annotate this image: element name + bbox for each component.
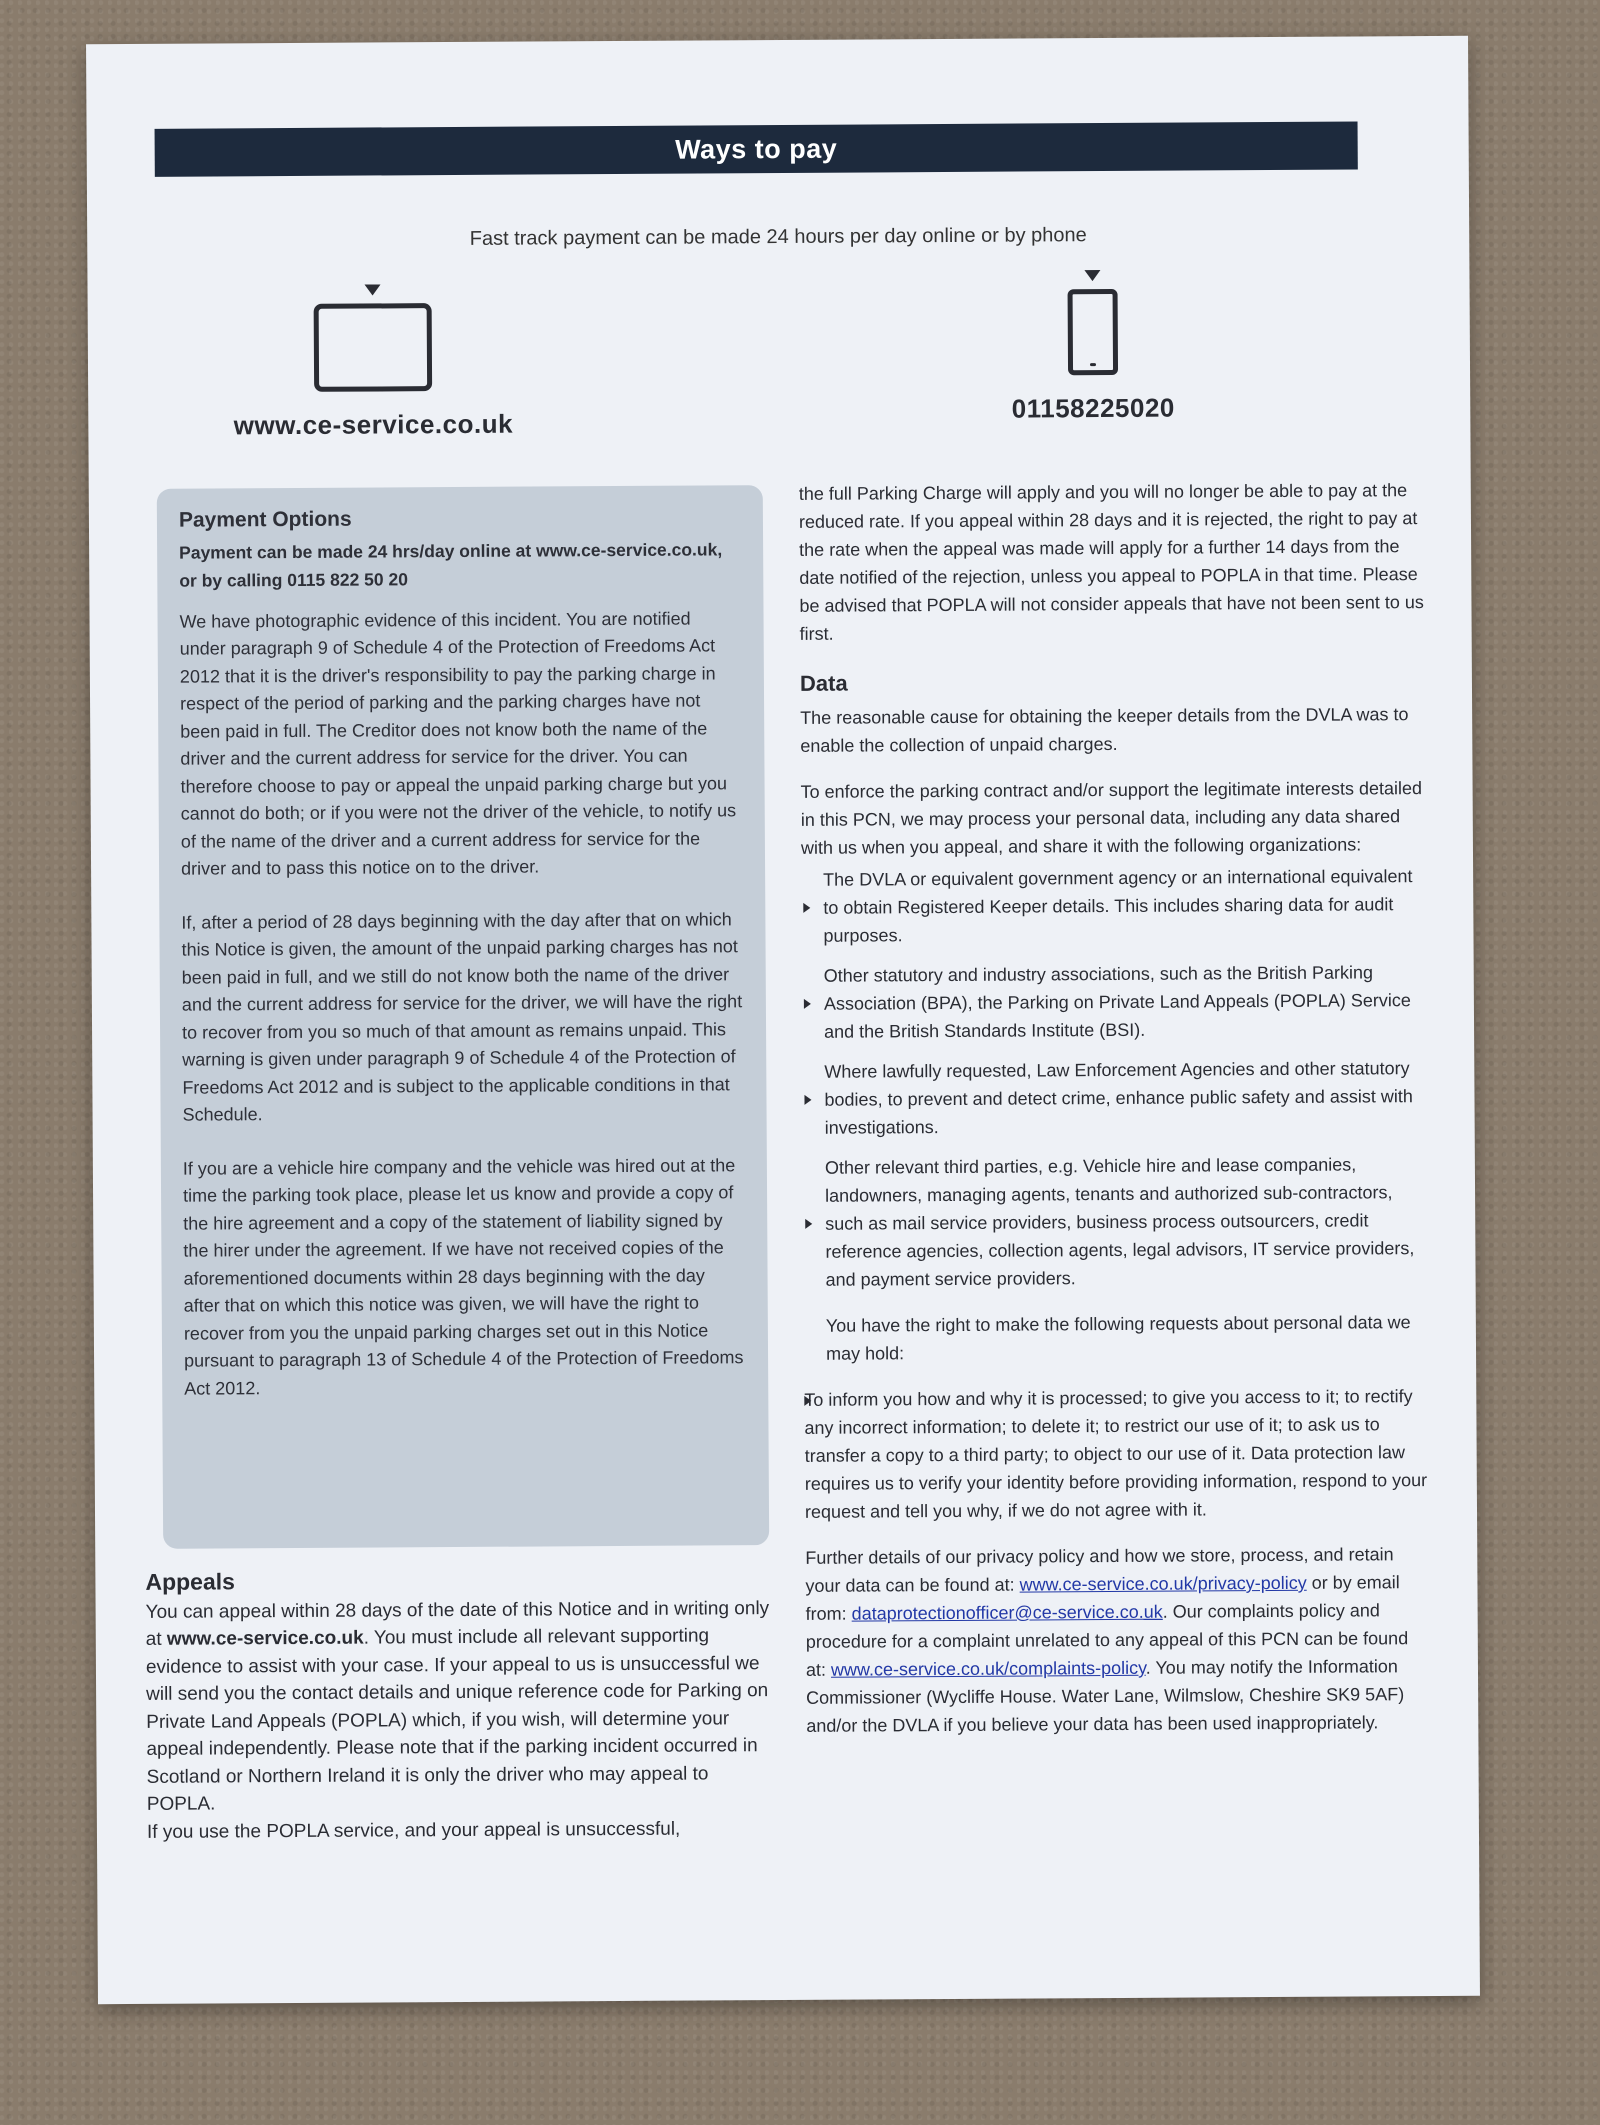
payment-options-intro: Payment can be made 24 hrs/day online at www.ce-service.co.uk, or by calling 0115 822 50 20 [179, 538, 723, 591]
online-url: www.ce-service.co.uk [233, 408, 514, 441]
rights-item-text: To inform you how and why it is processed; to give you access to it; to rectify any incorrect information; to delete it; to restrict our use of it; to ask us to transfer a copy to a third party; to object to our use of it. Data protection law requires us to verify your identity before providing information, respond to your request and tell you why, if we do not agree with it. [804, 1386, 1428, 1522]
appeals-last-line: If you use the POPLA service, and your appeal is unsuccessful, [146, 1818, 681, 1843]
appeals-url: www.ce-service.co.uk [166, 1627, 364, 1650]
list-item [802, 1054, 1428, 1142]
payment-options-para-2: If, after a period of 28 days beginning with the day after that on which this Notice is given, the amount of the unpaid parking charges has not been paid in full, and we still do not know both the name of the driver and the current address for service for the driver, we will have the right to recover from you so much of that amount as remains unpaid. This warning is given under paragraph 9 of Schedule 4 of the Protection of Freedoms Act 2012 and is subject to the applicable conditions in that Schedule. [181, 908, 743, 1125]
online-payment [228, 284, 519, 442]
phone-icon [1068, 289, 1119, 375]
phone-number: 01158225020 [1011, 392, 1175, 424]
appeals-heading: Appeals [145, 1568, 235, 1595]
fast-track-text: Fast track payment can be made 24 hours per day online or by phone [469, 224, 1087, 250]
bullet-icon [804, 1095, 811, 1105]
list-item-text: The DVLA or equivalent government agency or an international equivalent to obtain Registered Keeper details. This includes sharing data for audit purposes. [823, 866, 1413, 946]
list-item [802, 958, 1428, 1046]
privacy-details [805, 1540, 1431, 1740]
ways-to-pay-banner [155, 121, 1358, 176]
bullet-icon [805, 1219, 812, 1229]
list-item-text: Where lawfully requested, Law Enforcement Agencies and other statutory bodies, to prevent and detect crime, enhance public safety and assist with investigations. [824, 1058, 1413, 1138]
bullet-icon [804, 1396, 811, 1406]
payment-options-box [157, 485, 769, 1549]
arrow-down-icon [364, 284, 380, 295]
arrow-down-icon [1084, 270, 1100, 281]
bullet-icon [804, 999, 811, 1009]
privacy-policy-link[interactable]: www.ce-service.co.uk/privacy-policy [1019, 1572, 1307, 1595]
data-heading: Data [799, 670, 848, 696]
appeals-text-part: . You must include all relevant supporting evidence to assist with your case. If your appeal to us is unsuccessful we will send you the contact details and unique reference code for Parking on Private Land Appeals (POPLA) which, if you wish, will determine your appeal independently. Please note that if the parking incident occurred in Scotland or Northern Ireland it is only the driver who may appeal to POPLA. [145, 1625, 769, 1815]
list-item [803, 1150, 1429, 1294]
list-item [801, 862, 1427, 950]
banner-title: Ways to pay [675, 133, 838, 165]
list-item-text: Other statutory and industry associations, such as the British Parking Association (BPA), the Parking on Private Land Appeals (POPLA) Service and the British Standards Institute (BSI). [823, 962, 1411, 1042]
privacy-text: . Our complaints policy and procedure for a complaint unrelated to any appeal of this PCN can be found at: [805, 1600, 1409, 1680]
privacy-text: . You may notify the Information Commissioner (Wycliffe House. Water Lane, Wilmslow, Cheshire SK9 5AF) and/or the DVLA if you believe your data has been used inappropriately. [806, 1656, 1405, 1736]
privacy-text: or by email from: [805, 1572, 1400, 1624]
appeals-section [145, 1565, 777, 1846]
appeals-text [146, 1595, 777, 1819]
appeals-text-part: You can appeal within 28 days of the date of this Notice and in writing only at [145, 1597, 770, 1650]
list-item-text: Other relevant third parties, e.g. Vehicle hire and lease companies, landowners, managing agents, tenants and authorized sub-contractors, such as mail service providers, business process outsourcers, credit reference agencies, collection agents, legal advisors, IT service providers, and payment service providers. [824, 1154, 1415, 1290]
data-para-1: The reasonable cause for obtaining the keeper details from the DVLA was to enable the collection of unpaid charges. [800, 704, 1409, 756]
data-para-2: To enforce the parking contract and/or support the legitimate interests detailed in this PCN, we may process your personal data, including any data shared with us when you appeal, and share it with the following organizations: [800, 778, 1423, 858]
notice-page [86, 36, 1480, 2004]
complaints-policy-link[interactable]: www.ce-service.co.uk/complaints-policy [830, 1657, 1146, 1680]
right-column [799, 476, 1432, 1740]
phone-payment [947, 269, 1238, 425]
appeal-continuation: the full Parking Charge will apply and you will no longer be able to pay at the reduced rate. If you appeal within 28 days and it is rejected, the right to pay at the rate when the appeal was made will apply for a further 14 days from the date notified of the rejection, unless you appeal to POPLA in that time. Please be advised that POPLA will not consider appeals that have not been sent to us first. [798, 480, 1424, 644]
dpo-email-link[interactable]: dataprotectionofficer@ce-service.co.uk [851, 1601, 1163, 1624]
privacy-text: Further details of our privacy policy and how we store, process, and retain your data can be found at: [805, 1544, 1394, 1596]
tablet-icon [314, 303, 433, 392]
rights-intro: You have the right to make the following requests about personal data we may hold: [825, 1312, 1411, 1364]
payment-options-para-3: If you are a vehicle hire company and the vehicle was hired out at the time the parking took place, please let us know and provide a copy of the hire agreement and a copy of the statement of liability signed by the hirer under the agreement. If we have not received copies of the aforementioned documents within 28 days beginning with the day after that on which this notice was given, we will have the right to recover from you the unpaid parking charges set out in this Notice pursuant to paragraph 13 of Schedule 4 of the Protection of Freedoms Act 2012. [182, 1154, 744, 1399]
rights-item [804, 1382, 1430, 1526]
payment-options-heading: Payment Options [178, 507, 352, 532]
bullet-icon [803, 903, 810, 913]
payment-options-para-1: We have photographic evidence of this incident. You are notified under paragraph 9 of Schedule 4 of the Protection of Freedoms Act 2012 that it is the driver's responsibility to pay the parking charge in respect of the period of parking and the parking charges have not been paid in full. The Creditor does not know both the name of the driver and the current address for service for the driver. You can therefore choose to pay or appeal the unpaid parking charge but you cannot do both; or if you were not the driver of the vehicle, to notify us of the name of the driver and a current address for service for the driver and to pass this notice on to the driver. [179, 608, 737, 879]
organizations-list [801, 862, 1429, 1294]
